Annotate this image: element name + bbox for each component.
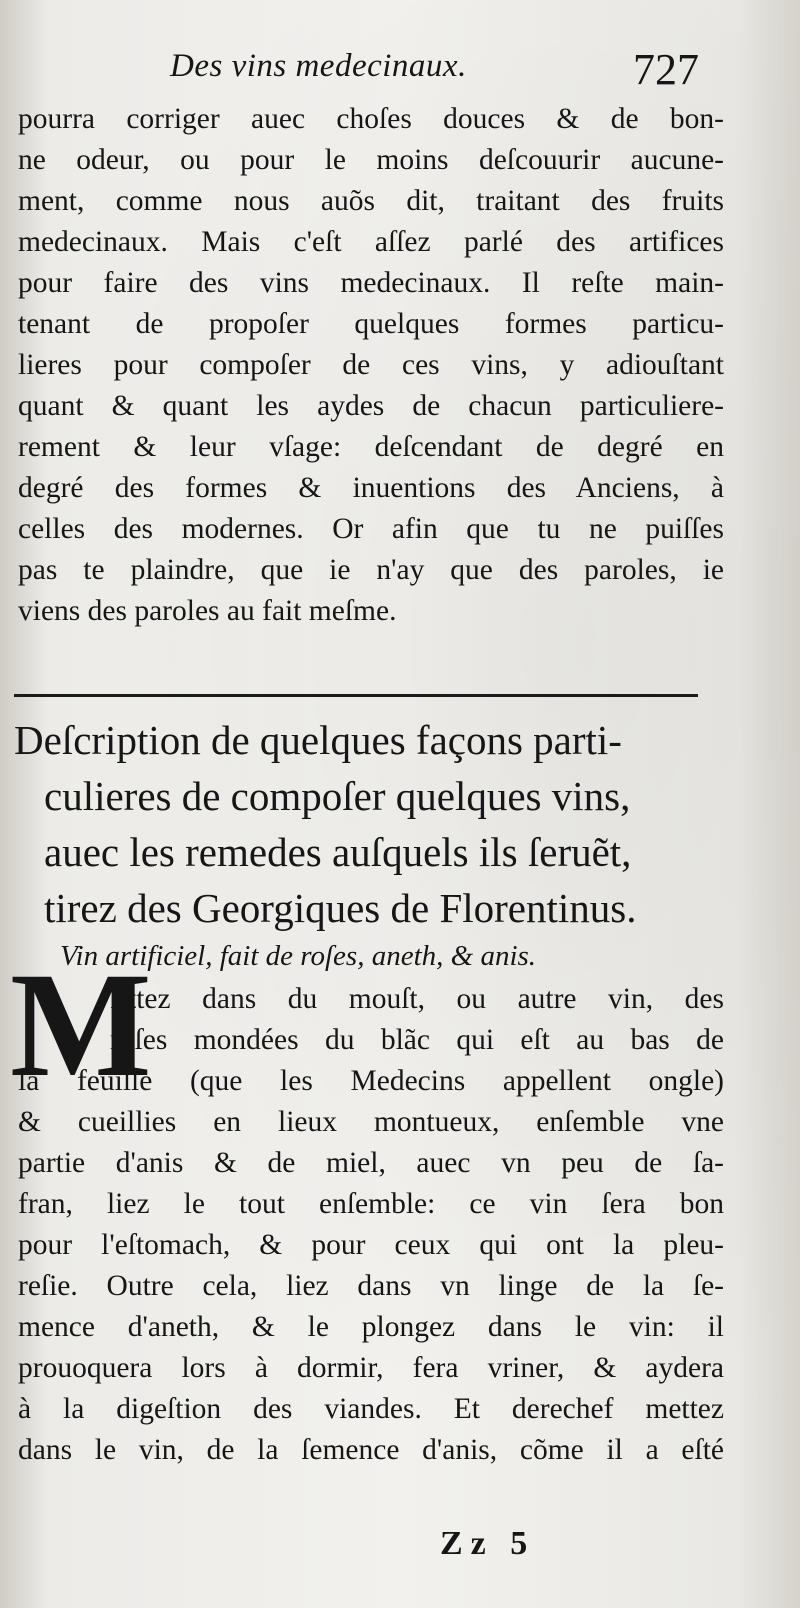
paragraph-1 xyxy=(18,99,724,632)
heading-line: auec les remedes auſquels ils ſeruẽt, xyxy=(44,829,632,875)
page-number: 727 xyxy=(633,45,699,94)
subheading: Vin artificiel, fait de roſes, aneth, & anis. xyxy=(60,940,537,972)
text-line: degré des formes & inuentions des Anciens, à xyxy=(18,472,724,504)
text-line: pas te plaindre, que ie n'ay que des paroles, ie xyxy=(18,554,724,586)
paragraph-2 xyxy=(18,979,724,1471)
text-line: la feuille (que les Medecins appellent ongle) xyxy=(18,1065,724,1097)
text-line: rement & leur vſage: deſcendant de degré en xyxy=(18,431,724,463)
text-line: quant & quant les aydes de chacun particuliere- xyxy=(18,390,724,422)
section-divider xyxy=(14,694,698,697)
text-line: prouoquera lors à dormir, fera vriner, & aydera xyxy=(18,1352,724,1384)
text-line: Ettez dans du mouſt, ou autre vin, des xyxy=(110,983,724,1015)
section-heading xyxy=(14,712,714,936)
heading-line: tirez des Georgiques de Florentinus. xyxy=(44,885,637,931)
text-line: ment, comme nous auõs dit, traitant des fruits xyxy=(18,185,724,217)
text-line: à la digeſtion des viandes. Et derechef mettez xyxy=(18,1393,724,1425)
text-line: celles des modernes. Or afin que tu ne puiſſes xyxy=(18,513,724,545)
text-line: dans le vin, de la ſemence d'anis, cõme il a eſté xyxy=(18,1434,724,1466)
text-line: reſie. Outre cela, liez dans vn linge de la ſe- xyxy=(18,1270,724,1302)
text-line: medecinaux. Mais c'eſt aſſez parlé des artifices xyxy=(18,226,724,258)
text-line: partie d'anis & de miel, auec vn peu de ſa- xyxy=(18,1147,724,1179)
heading-line: Deſcription de quelques façons parti- xyxy=(14,717,622,763)
running-head xyxy=(0,44,800,104)
text-line: roſes mondées du blãc qui eſt au bas de xyxy=(110,1024,724,1056)
text-line: pour faire des vins medecinaux. Il reſte main- xyxy=(18,267,724,299)
text-line: lieres pour compoſer de ces vins, y adiouſtant xyxy=(18,349,724,381)
text-line: tenant de propoſer quelques formes particu- xyxy=(18,308,724,340)
text-line: fran, liez le tout enſemble: ce vin ſera bon xyxy=(18,1188,724,1220)
signature-mark: Zz 5 xyxy=(440,1525,536,1562)
text-line: mence d'aneth, & le plongez dans le vin: il xyxy=(18,1311,724,1343)
text-line: pour l'eſtomach, & pour ceux qui ont la pleu- xyxy=(18,1229,724,1261)
running-title: Des vins medecinaux. xyxy=(170,48,467,84)
heading-line: culieres de compoſer quelques vins, xyxy=(44,773,631,819)
text-line: pourra corriger auec choſes douces & de bon- xyxy=(18,103,724,135)
drop-cap: M xyxy=(10,942,152,1108)
text-line: & cueillies en lieux montueux, enſemble vne xyxy=(18,1106,724,1138)
text-line: ne odeur, ou pour le moins deſcouurir aucune- xyxy=(18,144,724,176)
text-line: viens des paroles au fait meſme. xyxy=(18,595,397,627)
